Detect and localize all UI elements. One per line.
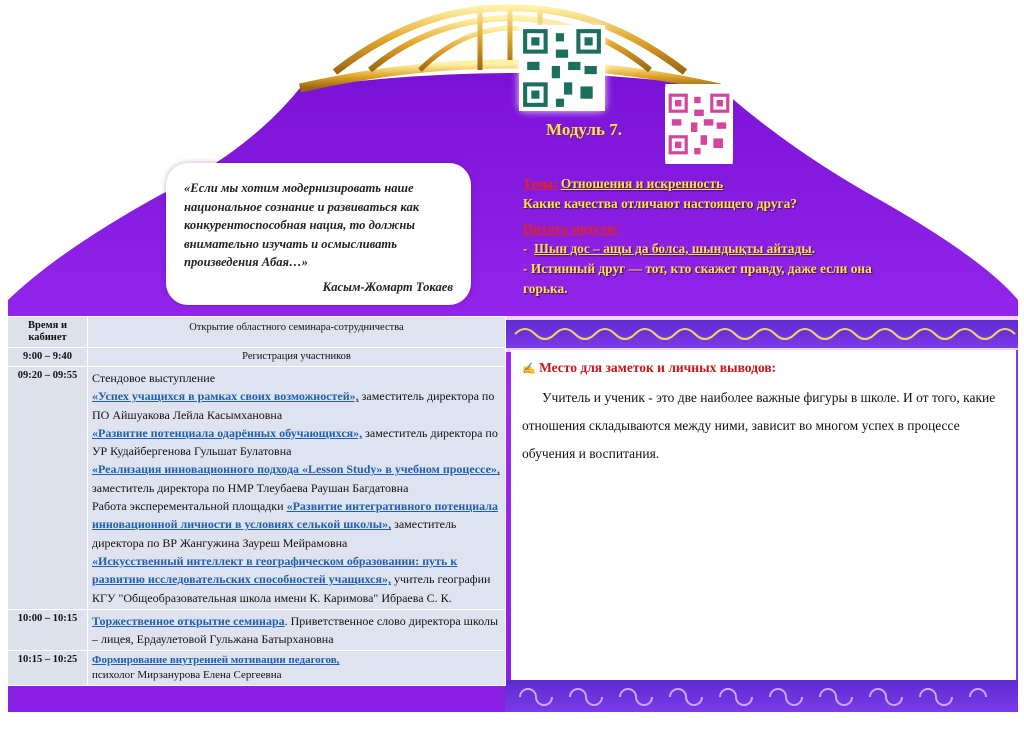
topic-label: Тема:: [523, 176, 558, 191]
pin-icon: ✍: [522, 363, 536, 375]
row-content: [88, 367, 506, 610]
stand-item-speaker: заместитель директора по ВР Жангужина Зауреш Мейрамовна: [92, 517, 457, 550]
module-quote-label: Цитата модуля:: [523, 221, 619, 236]
row-content: [88, 651, 506, 686]
event-details: . Приветственное слово директора школы – лицея, Ердаулетовой Гульжана Батырхановна: [92, 613, 499, 647]
header-time: Время и кабинет: [8, 317, 88, 348]
table-row: [8, 609, 506, 651]
schedule-table: [7, 316, 506, 686]
stand-item: [92, 497, 501, 552]
row-time: 09:20 – 09:55: [8, 367, 88, 610]
row-time: 10:00 – 10:15: [8, 609, 88, 651]
stand-item-prefix: Работа эксперементальной площадки: [92, 499, 287, 514]
stand-item-title[interactable]: «Развитие потенциала одарённых обучающихся»,: [92, 425, 363, 440]
topic-title: Отношения и искренность: [560, 176, 724, 191]
proverb-dash: -: [523, 241, 528, 256]
notes-heading: [522, 360, 1002, 376]
table-row: [8, 367, 506, 610]
stand-item: [92, 552, 501, 607]
quote-card: [166, 163, 471, 305]
notes-panel: [511, 350, 1016, 680]
quote-text: «Если мы хотим модернизировать наше национальное сознание и развиваться как конкурентоспособная нация, то должны внимательно изучать и осмысливать произведения Абая…»: [184, 181, 420, 269]
module-title: Модуль 7.: [546, 120, 623, 139]
row-text: Регистрация участников: [88, 348, 506, 367]
stand-item-speaker: учитель географии КГУ "Общеобразовательная школа имени К. Каримова" Ибраева С. К.: [92, 572, 491, 605]
qr-code-icon: [665, 84, 733, 164]
event-details: психолог Мирзанурова Елена Сергеевна: [92, 669, 282, 682]
row-time: 9:00 – 9:40: [8, 348, 88, 367]
table-header-row: [8, 317, 506, 348]
event-title[interactable]: Торжественное открытие семинара: [92, 613, 285, 628]
proverb-translation-1: - Истинный друг — тот, кто скажет правду, даже если она: [523, 261, 872, 276]
qr-code-2[interactable]: [665, 84, 733, 164]
stand-item-speaker: заместитель директора по ПО Айшуакова Лейла Касымхановна: [92, 389, 495, 422]
stand-intro: Стендовое выступление: [92, 371, 216, 385]
stand-item-title[interactable]: «Реализация инновационного подхода «Lesson Study» в учебном процессе»,: [92, 462, 500, 477]
notes-body[interactable]: Учитель и ученик - это две наиболее важные фигуры в школе. И от того, какие отношения складываются между ними, зависит во многом успех в процессе обучения и воспитания.: [522, 390, 996, 461]
topic-block: Тема: Отношения и искренность Какие качества отличают настоящего друга? Цитата модуля: - Шын дос – ащы да болса, шындықты айтады. - Истинный друг — тот, кто скажет правду, даже если она горька.: [523, 174, 923, 299]
stand-item: [92, 460, 501, 497]
stand-item-title[interactable]: «Искусственный интеллект в географическом образовании: путь к развитию исследовательских способностей учащихся»,: [92, 553, 458, 587]
stand-item-speaker: заместитель директора по НМР Тлеубаева Раушан Багдатовна: [92, 480, 409, 495]
row-time: 10:15 – 10:25: [8, 651, 88, 686]
header-event: Открытие областного семинара-сотрудничества: [88, 317, 506, 348]
topic-question: Какие качества отличают настоящего друга?: [523, 196, 797, 211]
qr-code-icon: [519, 25, 605, 111]
table-row: [8, 651, 506, 686]
proverb-translation-2: горька.: [523, 281, 568, 296]
stand-item-speaker: заместитель директора по УР Кудайбергенова Гульшат Булатовна: [92, 425, 498, 459]
stand-item: [92, 387, 501, 424]
quote-author: Касым-Жомарт Токаев: [322, 279, 453, 294]
notes-title: Место для заметок и личных выводов:: [539, 360, 777, 375]
table-row: [8, 348, 506, 367]
event-title[interactable]: Формирование внутренней мотивации педагогов,: [92, 654, 340, 667]
row-content: [88, 609, 506, 651]
stand-item-title[interactable]: «Успех учащихся в рамках своих возможностей»,: [92, 389, 359, 404]
qr-code-1[interactable]: [519, 25, 605, 111]
stand-item: [92, 424, 501, 461]
stand-item-title[interactable]: «Развитие интегративного потенциала инновационной личности в условиях селькой школы»,: [92, 499, 499, 532]
proverb-text: Шын дос – ащы да болса, шындықты айтады: [534, 241, 812, 256]
